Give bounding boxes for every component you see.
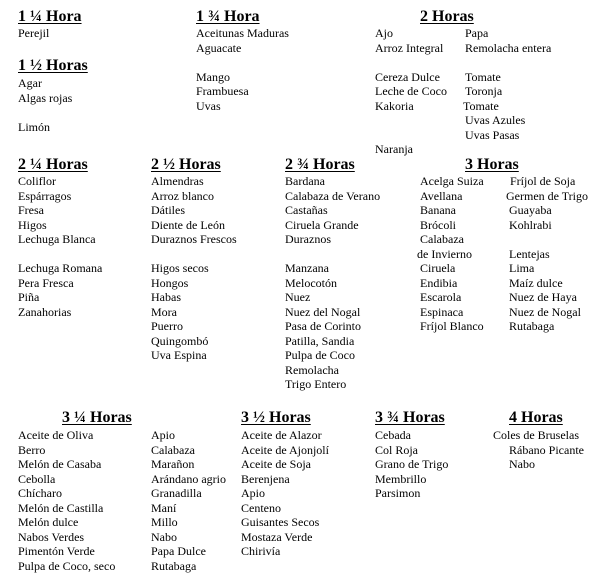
list-item: Nabo bbox=[151, 529, 177, 544]
list-2-1-2-horas bbox=[151, 174, 237, 363]
list-item: Papa bbox=[465, 26, 489, 40]
list-item: Nuez de Nogal bbox=[509, 304, 581, 319]
list-item: Banana bbox=[420, 203, 456, 217]
list-item: Patilla, Sandia bbox=[285, 333, 355, 348]
list-item: Naranja bbox=[375, 142, 413, 156]
list-item: Aceite de Ajonjolí bbox=[241, 442, 329, 457]
heading-1-3-4-hora: 1 ¾ Hora bbox=[196, 8, 260, 25]
list-item: Espinaca bbox=[420, 304, 464, 319]
list-item: Fresa bbox=[18, 203, 44, 217]
list-item: Dátiles bbox=[151, 203, 185, 217]
list-item: Cebolla bbox=[18, 471, 56, 486]
list-item: Millo bbox=[151, 515, 178, 529]
heading-2-3-4-horas: 2 ¾ Horas bbox=[285, 156, 355, 173]
list-3-1-4-horas-col-a bbox=[18, 428, 115, 573]
list-item: Arroz blanco bbox=[151, 188, 214, 203]
list-item: Aceite de Soja bbox=[241, 457, 311, 471]
list-1-1-4-hora bbox=[18, 26, 49, 41]
list-item: Fríjol Blanco bbox=[420, 319, 484, 333]
list-item: Melón de Castilla bbox=[18, 500, 104, 515]
heading-2-horas: 2 Horas bbox=[420, 8, 474, 25]
heading-2-1-2-horas: 2 ½ Horas bbox=[151, 156, 221, 173]
heading-3-horas: 3 Horas bbox=[465, 156, 519, 173]
list-item: Diente de León bbox=[151, 217, 225, 232]
list-3-1-2-horas bbox=[241, 428, 329, 559]
heading-3-1-2-horas: 3 ½ Horas bbox=[241, 409, 311, 426]
list-2-3-4-horas bbox=[285, 174, 380, 392]
list-item: Tomate bbox=[463, 98, 499, 113]
list-item: Puerro bbox=[151, 319, 183, 333]
list-item: Nuez de Haya bbox=[509, 290, 577, 304]
list-item: Kohlrabi bbox=[509, 217, 552, 232]
list-2-horas-col-b bbox=[465, 26, 551, 142]
list-item: Coliflor bbox=[18, 174, 56, 188]
list-2-horas-col-a bbox=[375, 26, 447, 157]
list-item: Uvas Azules bbox=[465, 113, 526, 127]
list-item: Higos secos bbox=[151, 261, 209, 275]
list-item: Col Roja bbox=[375, 442, 419, 457]
list-item: Pulpa de Coco bbox=[285, 348, 355, 362]
list-1-3-4-hora bbox=[196, 26, 289, 113]
list-item: Ciruela Grande bbox=[285, 217, 359, 232]
list-item: Uvas bbox=[196, 98, 221, 113]
list-item: Papa Dulce bbox=[151, 544, 206, 558]
list-item: Pera Fresca bbox=[18, 275, 74, 290]
list-item: Toronja bbox=[465, 84, 503, 98]
list-item: Arroz Integral bbox=[375, 40, 444, 55]
list-item: Membrillo bbox=[375, 471, 427, 486]
list-item: Rábano Picante bbox=[509, 442, 584, 457]
list-item: Almendras bbox=[151, 174, 204, 188]
list-item: Chícharo bbox=[18, 486, 62, 500]
list-item: Lechuga Blanca bbox=[18, 232, 96, 246]
list-item: Berro bbox=[18, 442, 46, 457]
list-item: Apio bbox=[241, 486, 265, 500]
list-item: Bardana bbox=[285, 174, 325, 188]
list-item: Ajo bbox=[375, 26, 393, 40]
list-item: Perejil bbox=[18, 26, 50, 40]
list-item: Manzana bbox=[285, 261, 329, 275]
heading-1-1-2-horas: 1 ½ Horas bbox=[18, 57, 88, 74]
list-item: Aceitunas Maduras bbox=[196, 26, 289, 40]
list-item: Calabaza de Verano bbox=[285, 188, 381, 203]
list-item: Maíz dulce bbox=[509, 275, 563, 290]
list-item: Cereza Dulce bbox=[375, 69, 440, 84]
list-item: Hongos bbox=[151, 275, 189, 290]
list-item: Centeno bbox=[241, 500, 281, 515]
list-item: Frambuesa bbox=[196, 84, 249, 98]
list-item: Marañon bbox=[151, 457, 195, 471]
list-item: Trigo Entero bbox=[285, 377, 347, 391]
list-item: Aceite de Alazor bbox=[241, 428, 322, 442]
list-item: Uva Espina bbox=[151, 348, 207, 362]
list-item: Endibia bbox=[420, 275, 458, 290]
list-item: Apio bbox=[151, 428, 175, 442]
list-item: Mora bbox=[151, 304, 177, 319]
list-1-1-2-horas bbox=[18, 76, 72, 134]
list-item: Pasa de Corinto bbox=[285, 319, 361, 333]
heading-3-3-4-horas: 3 ¾ Horas bbox=[375, 409, 445, 426]
list-item: Uvas Pasas bbox=[465, 127, 520, 142]
list-item: Agar bbox=[18, 76, 42, 90]
list-item: Ciruela bbox=[420, 261, 456, 275]
list-item: Acelga Suiza bbox=[420, 174, 484, 188]
list-item: Espárragos bbox=[18, 188, 72, 203]
list-item: Melocotón bbox=[285, 275, 337, 290]
list-3-1-4-horas-col-b bbox=[151, 428, 226, 573]
list-item: Granadilla bbox=[151, 486, 202, 500]
list-item: Escarola bbox=[420, 290, 462, 304]
list-item: Nabo bbox=[509, 457, 535, 471]
list-item: Tomate bbox=[465, 69, 501, 84]
list-item: Rutabaga bbox=[151, 558, 197, 573]
list-item: Fríjol de Soja bbox=[510, 174, 576, 188]
list-item: Zanahorias bbox=[18, 304, 72, 319]
list-item: Maní bbox=[151, 500, 177, 515]
list-item: Remolacha bbox=[285, 362, 339, 377]
list-item: Guisantes Secos bbox=[241, 515, 320, 529]
list-item: Kakoria bbox=[375, 98, 414, 113]
list-item: Parsimon bbox=[375, 486, 421, 500]
list-item: Higos bbox=[18, 217, 47, 232]
list-item: Mango bbox=[196, 69, 230, 84]
list-4-horas bbox=[493, 428, 584, 472]
list-item: Calabaza bbox=[151, 442, 195, 457]
list-3-horas-col-a bbox=[417, 174, 484, 334]
list-item: Piña bbox=[18, 290, 40, 304]
list-item: Remolacha entera bbox=[465, 40, 552, 55]
list-item: Melón de Casaba bbox=[18, 457, 102, 471]
list-item: Lentejas bbox=[509, 246, 550, 261]
list-item: Grano de Trigo bbox=[375, 457, 449, 471]
list-item: Aguacate bbox=[196, 40, 242, 55]
list-3-3-4-horas bbox=[375, 428, 448, 501]
list-item: Algas rojas bbox=[18, 90, 73, 105]
list-item: Avellana bbox=[420, 188, 463, 203]
list-item: Rutabaga bbox=[509, 319, 555, 333]
list-item: Brócoli bbox=[420, 217, 456, 232]
list-item: Lima bbox=[509, 261, 535, 275]
list-item: Nuez bbox=[285, 290, 311, 304]
list-item: Pimentón Verde bbox=[18, 544, 95, 558]
list-item: Melón dulce bbox=[18, 515, 79, 529]
list-item: Berenjena bbox=[241, 471, 290, 486]
list-item: Nabos Verdes bbox=[18, 529, 85, 544]
list-item: Mostaza Verde bbox=[241, 529, 313, 544]
heading-3-1-4-horas: 3 ¼ Horas bbox=[62, 409, 132, 426]
list-item: Aceite de Oliva bbox=[18, 428, 94, 442]
list-item: Germen de Trigo bbox=[506, 188, 588, 203]
list-item: Duraznos Frescos bbox=[151, 232, 237, 246]
list-3-horas-col-b bbox=[506, 174, 588, 334]
list-2-1-4-horas bbox=[18, 174, 102, 319]
list-item: Chirivía bbox=[241, 544, 281, 558]
heading-1-1-4-hora: 1 ¼ Hora bbox=[18, 8, 82, 25]
list-item: Habas bbox=[151, 290, 181, 304]
list-item: Guayaba bbox=[509, 203, 552, 217]
list-item: Calabaza bbox=[420, 232, 464, 246]
list-item: de Invierno bbox=[417, 246, 472, 261]
list-item: Nuez del Nogal bbox=[285, 304, 361, 319]
list-item: Arándano agrio bbox=[151, 471, 226, 486]
heading-4-horas: 4 Horas bbox=[509, 409, 563, 426]
list-item: Leche de Coco bbox=[375, 84, 447, 98]
list-item: Limón bbox=[18, 119, 50, 134]
list-item: Quingombó bbox=[151, 333, 209, 348]
list-item: Duraznos bbox=[285, 232, 331, 246]
list-item: Pulpa de Coco, seco bbox=[18, 558, 116, 573]
heading-2-1-4-horas: 2 ¼ Horas bbox=[18, 156, 88, 173]
list-item: Castañas bbox=[285, 203, 328, 217]
list-item: Cebada bbox=[375, 428, 411, 442]
list-item: Coles de Bruselas bbox=[493, 428, 579, 442]
list-item: Lechuga Romana bbox=[18, 261, 103, 275]
